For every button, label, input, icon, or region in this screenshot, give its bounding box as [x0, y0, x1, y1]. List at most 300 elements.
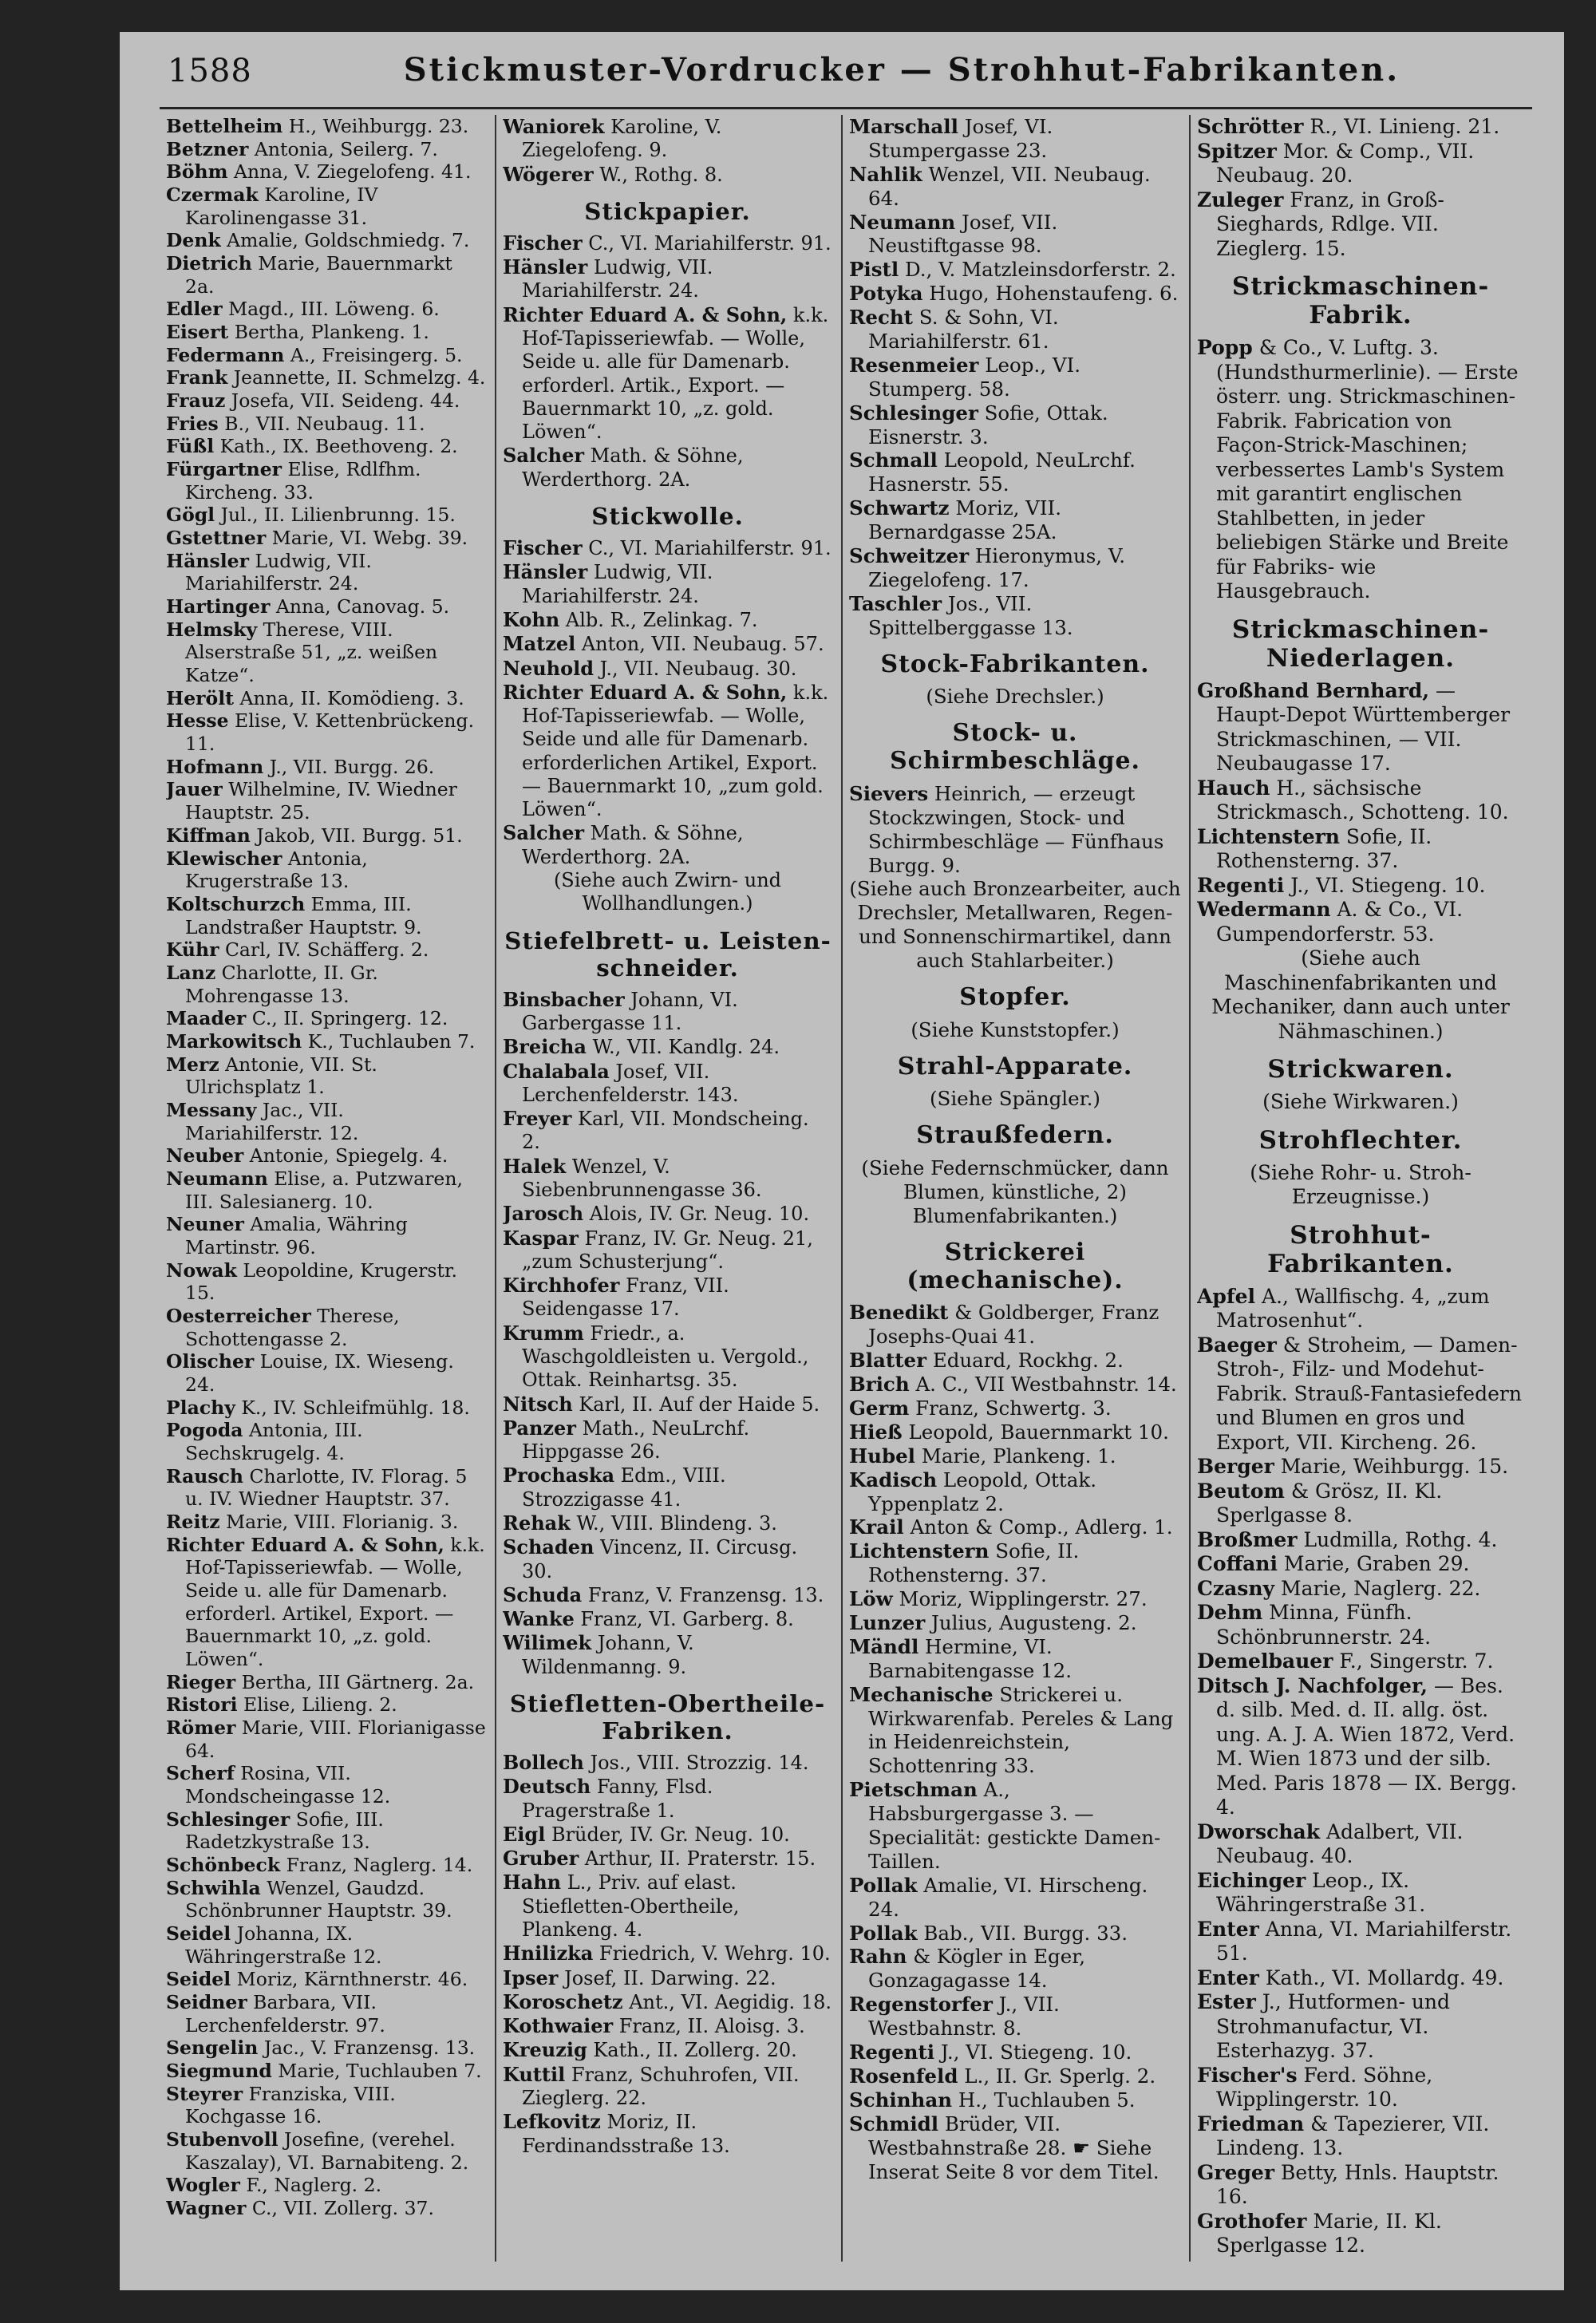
entry-name: Gruber: [503, 1847, 579, 1871]
entry-details: Moriz, Kärnthnerstr. 46.: [231, 1968, 468, 1991]
entry-details: W., Rothg. 8.: [593, 163, 723, 186]
entry-details: J., VII. Neubaug. 30.: [594, 657, 797, 680]
directory-entry: [166, 687, 487, 710]
entry-name: Nowak: [166, 1258, 237, 1282]
entry-details: Josef, VI. Stumpergasse 23.: [868, 115, 1053, 162]
directory-entry: [849, 2088, 1181, 2112]
entry-name: Fischer: [503, 536, 583, 560]
directory-entry: [849, 1349, 1181, 1373]
entry-name: Seidel: [166, 1968, 231, 1991]
cross-reference-note: (Siehe Federnschmücker, dann Blumen, künstliche, 2) Blumenfabrikanten.): [861, 1156, 1169, 1227]
entry-details: Jul., II. Lilienbrunng. 15.: [215, 504, 456, 527]
entry-details: J., VI. Stiegeng. 10.: [934, 2041, 1132, 2064]
section-heading: Stiefelbrett- u. Leistenschneider.: [504, 926, 831, 982]
entry-details: Marie, Bauernmarkt 2a.: [185, 252, 452, 298]
directory-entry: [503, 1322, 832, 1393]
entry-details: Therese, Schottengasse 2.: [185, 1304, 400, 1350]
entry-details: Marie, VIII. Florianig. 3.: [219, 1510, 459, 1533]
entry-details: Math. & Söhne, Werderthorg. 2A.: [522, 822, 744, 868]
directory-entry: [849, 163, 1181, 211]
entry-name: Fries: [166, 412, 219, 435]
entry-name: Czasny: [1197, 1576, 1275, 1600]
directory-entry: [166, 184, 487, 229]
entry-details: Charlotte, II. Gr. Mohrengasse 13.: [185, 961, 378, 1007]
directory-entry: [166, 160, 487, 184]
entry-name: Beutom: [1197, 1479, 1285, 1503]
directory-entry: [503, 444, 832, 492]
entry-details: Rosina, VII. Mondscheingasse 12.: [185, 1762, 391, 1808]
entry-name: Apfel: [1197, 1284, 1256, 1308]
entry-details: Carl, IV. Schäfferg. 2.: [219, 938, 429, 962]
directory-entry: [503, 2014, 832, 2038]
entry-details: Wenzel, Gaudzd. Schönbrunner Hauptstr. 39.: [185, 1876, 452, 1922]
directory-entry: [503, 632, 832, 656]
entry-name: Kaspar: [503, 1226, 579, 1250]
entry-name: Wanke: [503, 1607, 575, 1631]
entry-name: Scherf: [166, 1762, 235, 1785]
entry-details: C., II. Springerg. 12.: [246, 1007, 448, 1030]
directory-entry: [166, 824, 487, 847]
section-heading: Strickmaschinen-Niederlagen.: [1231, 614, 1490, 673]
directory-entry: [1197, 1869, 1524, 1918]
entry-name: Hahn: [503, 1871, 562, 1894]
entry-details: Magd., III. Löweng. 6.: [222, 298, 440, 321]
directory-entry: [1197, 1601, 1524, 1649]
entry-details: Bertha, III Gärtnerg. 2a.: [235, 1670, 475, 1693]
entry-name: Ipser: [503, 1965, 559, 1989]
directory-entry: [503, 988, 832, 1036]
entry-name: Wilimek: [503, 1631, 592, 1655]
entry-name: Richter Eduard A. & Sohn,: [503, 680, 788, 704]
directory-entry: [166, 1305, 487, 1350]
entry-details: & Tapezierer, VII. Lindeng. 13.: [1216, 2112, 1490, 2159]
entry-name: Olischer: [166, 1350, 255, 1373]
entry-details: Antonie, Spiegelg. 4.: [243, 1144, 448, 1167]
entry-name: Merz: [166, 1053, 219, 1076]
directory-entry: [1197, 140, 1524, 188]
directory-entry: [166, 2060, 487, 2083]
entry-details: Moriz, II. Ferdinandsstraße 13.: [522, 2111, 730, 2157]
entry-name: Schaden: [503, 1535, 595, 1559]
entry-details: Edm., VIII. Strozzigasse 41.: [522, 1464, 726, 1511]
entry-name: Krumm: [503, 1321, 584, 1345]
column-4: [1197, 115, 1524, 2262]
entry-name: Hofmann: [166, 755, 264, 778]
directory-entry: [1197, 2161, 1524, 2210]
entry-name: Dehm: [1197, 1601, 1263, 1624]
entry-details: Jos., VII. Spittelberggasse 13.: [868, 591, 1073, 639]
entry-name: Neumann: [849, 210, 956, 234]
cross-reference-note: (Siehe Wirkwaren.): [1262, 1090, 1459, 1113]
entry-details: Jakob, VII. Burgg. 51.: [250, 824, 463, 847]
entry-name: Krail: [849, 1515, 904, 1539]
entry-name: Pollak: [849, 1921, 918, 1945]
directory-entry: [1197, 1552, 1524, 1577]
entry-details: Hugo, Hohenstaufeng. 6.: [922, 282, 1179, 306]
cross-reference-note: (Siehe Spängler.): [930, 1087, 1100, 1111]
entry-details: Charlotte, IV. Florag. 5 u. IV. Wiedner Hauptstr. 37.: [185, 1464, 468, 1511]
entry-name: Recht: [849, 306, 913, 330]
directory-entry: [849, 1515, 1181, 1539]
directory-entry: [849, 354, 1181, 401]
directory-entry: [166, 138, 487, 161]
entry-details: Ludwig, VII. Mariahilferstr. 24.: [522, 256, 713, 302]
entry-name: Berger: [1197, 1455, 1274, 1478]
entry-details: Jac., VII. Mariahilferstr. 12.: [185, 1098, 359, 1144]
directory-entry: [166, 550, 487, 595]
entry-name: Kuttil: [503, 2062, 566, 2086]
entry-name: Helmsky: [166, 618, 258, 641]
entry-name: Bollech: [503, 1751, 584, 1775]
directory-entry: [503, 1227, 832, 1274]
directory-entry: [849, 496, 1181, 544]
entry-details: k.k. Hof-Tapisseriewfab. — Wolle, Seide u. alle für Damenarb. erforderl. Artikel, Export. — Bauernmarkt 10, „z. gold. Löwen“.: [185, 1533, 485, 1671]
entry-details: K., IV. Schleifmühlg. 18.: [235, 1396, 470, 1419]
entry-name: Maader: [166, 1007, 247, 1030]
entry-name: Demelbauer: [1197, 1649, 1333, 1673]
directory-entry: [1197, 1285, 1524, 1333]
directory-entry: [503, 1535, 832, 1583]
directory-entry: [503, 255, 832, 303]
directory-entry: [166, 1465, 487, 1511]
directory-entry: [849, 1683, 1181, 1779]
entry-name: Hänsler: [166, 549, 250, 572]
entry-details: Ferd. Söhne, Wipplingerstr. 10.: [1216, 2063, 1433, 2111]
directory-entry: [849, 115, 1181, 163]
entry-details: Antonie, VII. St. Ulrichsplatz 1.: [185, 1053, 377, 1099]
directory-entry: [503, 536, 832, 560]
directory-entry: [166, 527, 487, 550]
entry-details: Anton & Comp., Adlerg. 1.: [903, 1515, 1173, 1539]
directory-entry: [503, 115, 832, 163]
entry-name: Hauch: [1197, 776, 1270, 800]
entry-details: H., sächsische Strickmasch., Schotteng. 10.: [1216, 776, 1509, 824]
column-1: [166, 115, 487, 2262]
directory-entry: [166, 1167, 487, 1213]
entry-details: L., II. Gr. Sperlg. 2.: [958, 2064, 1156, 2088]
entry-name: Pietschman: [849, 1778, 978, 1802]
directory-page: [120, 32, 1564, 2290]
entry-name: Jauer: [166, 778, 223, 801]
entry-name: Eichinger: [1197, 1868, 1306, 1892]
entry-details: Ludwig, VII. Mariahilferstr. 24.: [522, 561, 713, 607]
directory-entry: [166, 1991, 487, 2037]
entry-details: H., Weihburgg. 23.: [282, 115, 469, 137]
entry-details: Elise, a. Putzwaren, III. Salesianerg. 10.: [185, 1167, 463, 1213]
entry-name: Böhm: [166, 160, 228, 184]
directory-entry: [503, 2110, 832, 2158]
entry-details: Marie, Tuchlauben 7.: [271, 2060, 482, 2083]
entry-details: C., VI. Mariahilferstr. 91.: [582, 537, 832, 560]
entry-details: Josefine, (verehel. Kaszalay), VI. Barnabiteng. 2.: [185, 2128, 469, 2174]
entry-name: Neuber: [166, 1144, 244, 1167]
directory-entry: [849, 401, 1181, 449]
entry-details: Brüder, IV. Gr. Neug. 10.: [545, 1823, 790, 1846]
entry-details: Jos., VIII. Strozzig. 14.: [583, 1752, 809, 1775]
entry-name: Sievers: [849, 781, 929, 805]
entry-name: Chalabala: [503, 1059, 610, 1083]
entry-details: Julius, Augusteng. 2.: [925, 1611, 1137, 1635]
directory-entry: [849, 1397, 1181, 1420]
directory-entry: [849, 1373, 1181, 1397]
entry-name: Hnilizka: [503, 1942, 594, 1965]
directory-entry: [503, 1607, 832, 1631]
entry-name: Bettelheim: [166, 115, 283, 137]
directory-entry: [1197, 1820, 1524, 1869]
column-divider: [841, 115, 843, 2262]
entry-details: Leopold, NeuLrchf. Hasnerstr. 55.: [868, 448, 1136, 496]
directory-entry: [849, 1587, 1181, 1611]
directory-entry: [166, 1350, 487, 1396]
header-rule: [160, 107, 1532, 109]
entry-name: Stubenvoll: [166, 2128, 279, 2151]
directory-entry: [166, 1007, 487, 1030]
directory-entry: [166, 778, 487, 824]
cross-reference-note: (Siehe auch Maschinenfabrikanten und Mechaniker, dann auch unter Nähmaschinen.): [1211, 946, 1510, 1043]
directory-entry: [1197, 115, 1524, 140]
cross-reference-note: (Siehe auch Zwirn- und Wollhandlungen.): [553, 869, 782, 915]
entry-details: Franz, VI. Garberg. 8.: [574, 1608, 794, 1631]
section-heading: Strahl-Apparate.: [897, 1052, 1133, 1081]
entry-name: Seidner: [166, 1991, 247, 2014]
directory-entry: [166, 298, 487, 321]
entry-details: Moriz, Wipplingerstr. 27.: [892, 1587, 1148, 1611]
directory-entry: [849, 592, 1181, 640]
section-heading: Strickerei (mechanische).: [907, 1238, 1124, 1294]
entry-details: A., Habsburgergasse 3. — Specialität: gestickte Damen-Taillen.: [868, 1778, 1161, 1873]
entry-name: Lichtenstern: [1197, 824, 1340, 848]
entry-name: Schönbeck: [166, 1854, 281, 1877]
directory-entry: [166, 2197, 487, 2220]
entry-name: Lunzer: [849, 1611, 926, 1635]
entry-name: Nahlik: [849, 162, 922, 186]
entry-name: Hartinger: [166, 595, 271, 618]
directory-entry: [1197, 2064, 1524, 2112]
entry-name: Richter Eduard A. & Sohn,: [503, 302, 788, 326]
entry-details: Marie, Graben 29.: [1277, 1552, 1470, 1575]
entry-details: Franz, V. Franzensg. 13.: [582, 1583, 824, 1606]
directory-entry: [166, 344, 487, 367]
entry-details: & Grösz, II. Kl. Sperlgasse 8.: [1216, 1479, 1443, 1527]
directory-entry: [166, 595, 487, 618]
directory-entry: [849, 1611, 1181, 1635]
directory-entry: [503, 608, 832, 632]
cross-reference-note: (Siehe Drechsler.): [926, 685, 1104, 709]
entry-details: Marie, VIII. Florianigasse 64.: [185, 1717, 486, 1762]
entry-name: Deutsch: [503, 1775, 591, 1799]
entry-name: Koroschetz: [503, 1989, 623, 2013]
entry-details: Marie, II. Kl. Sperlgasse 12.: [1216, 2209, 1442, 2257]
entry-details: Anton, VII. Neubaug. 57.: [575, 633, 824, 656]
entry-details: Josef, VII. Lerchenfelderstr. 143.: [522, 1060, 739, 1106]
directory-entry: [166, 1144, 487, 1167]
entry-details: Barbara, VII. Lerchenfelderstr. 97.: [185, 1991, 385, 2037]
directory-entry: [166, 1808, 487, 1854]
directory-entry: [849, 2041, 1181, 2064]
entry-details: Elise, Rdlfhm. Kircheng. 33.: [185, 458, 421, 504]
entry-details: Kath., VI. Mollardg. 49.: [1258, 1965, 1504, 1989]
entry-name: Prochaska: [503, 1464, 615, 1487]
directory-entry: [166, 1693, 487, 1717]
entry-name: Binsbacher: [503, 987, 625, 1011]
entry-name: Ditsch J. Nachfolger,: [1197, 1673, 1428, 1697]
entry-name: Hänsler: [503, 560, 588, 584]
directory-entry: [166, 435, 487, 458]
directory-entry: [503, 1990, 832, 2014]
entry-details: K., Tuchlauben 7.: [302, 1029, 476, 1053]
entry-name: Ristori: [166, 1693, 238, 1717]
entry-name: Lefkovitz: [503, 2110, 601, 2134]
entry-details: Kath., II. Zollerg. 20.: [587, 2039, 797, 2062]
entry-name: Römer: [166, 1717, 236, 1740]
directory-entry: [166, 389, 487, 413]
entry-name: Schinhan: [849, 2088, 953, 2112]
entry-details: H., Tuchlauben 5.: [952, 2088, 1136, 2112]
entry-name: Enter: [1197, 1917, 1259, 1941]
entry-name: Regenti: [849, 2041, 935, 2064]
entry-details: Leopold, Bauernmarkt 10.: [902, 1420, 1169, 1444]
entry-name: Frank: [166, 366, 228, 389]
entry-details: F., Singerstr. 7.: [1333, 1649, 1494, 1673]
entry-details: Ant., VI. Aegidig. 18.: [622, 1990, 832, 2013]
entry-details: Johanna, IX. Währingerstraße 12.: [185, 1922, 382, 1968]
entry-name: Großhand Bernhard,: [1197, 678, 1430, 702]
directory-entry: [166, 2083, 487, 2128]
directory-entry: [503, 1775, 832, 1823]
entry-details: Franz, Naglerg. 14.: [280, 1854, 473, 1877]
entry-name: Friedman: [1197, 2112, 1305, 2135]
directory-entry: [503, 1583, 832, 1607]
entry-name: Greger: [1197, 2160, 1274, 2184]
section-heading: Strohflechter.: [1258, 1125, 1463, 1155]
directory-entry: [166, 709, 487, 755]
entry-name: Grothofer: [1197, 2209, 1307, 2233]
entry-details: Amalie, VI. Hirscheng. 24.: [868, 1873, 1148, 1921]
directory-entry: [166, 893, 487, 938]
entry-name: Sengelin: [166, 2037, 259, 2060]
entry-details: Franz, IV. Gr. Neug. 21, „zum Schusterjung“.: [522, 1227, 813, 1273]
entry-details: Louise, IX. Wieseng. 24.: [185, 1350, 454, 1396]
directory-entry: [849, 2112, 1181, 2184]
cross-reference-note: (Siehe Rohr- u. Stroh-Erzeugnisse.): [1250, 1160, 1472, 1208]
entry-details: F., Naglerg. 2.: [239, 2174, 382, 2197]
section-heading: Stiefletten-Obertheile-Fabriken.: [509, 1689, 826, 1744]
entry-name: Oesterreicher: [166, 1304, 311, 1327]
entry-name: Brich: [849, 1373, 910, 1397]
directory-entry: [1197, 1333, 1524, 1456]
entry-name: Rausch: [166, 1464, 244, 1487]
entry-name: Broßmer: [1197, 1527, 1298, 1551]
entry-name: Edler: [166, 298, 223, 321]
entry-details: Adalbert, VII. Neubaug. 40.: [1216, 1819, 1464, 1867]
entry-name: Seidel: [166, 1922, 231, 1946]
entry-details: Josef, VII. Neustiftgasse 98.: [868, 210, 1058, 258]
entry-details: Bab., VII. Burgg. 33.: [917, 1921, 1128, 1945]
directory-entry: [503, 1631, 832, 1679]
directory-entry: [503, 303, 832, 444]
entry-name: Benedikt: [849, 1301, 949, 1325]
column-divider: [495, 115, 496, 2262]
directory-entry: [166, 1717, 487, 1762]
entry-name: Schlesinger: [166, 1807, 290, 1831]
entry-details: Alois, IV. Gr. Neug. 10.: [583, 1203, 810, 1226]
directory-entry: [166, 1213, 487, 1258]
entry-details: Marie, VI. Webg. 39.: [266, 527, 468, 550]
directory-entry: [849, 782, 1181, 878]
entry-name: Fischer's: [1197, 2063, 1298, 2087]
entry-details: Sofie, II. Rothensterng. 37.: [1216, 824, 1432, 872]
directory-entry: [1197, 2112, 1524, 2161]
entry-name: Hubel: [849, 1444, 915, 1468]
directory-entry: [503, 2038, 832, 2062]
entry-name: Siegmund: [166, 2060, 272, 2083]
directory-entry: [849, 544, 1181, 592]
entry-name: Hesse: [166, 709, 229, 733]
entry-details: Anna, V. Ziegelofeng. 41.: [227, 160, 472, 184]
entry-details: Elise, Lilieng. 2.: [237, 1693, 397, 1717]
entry-details: J., VI. Stiegeng. 10.: [1284, 873, 1486, 897]
directory-entry: [166, 504, 487, 527]
entry-name: Markowitsch: [166, 1029, 302, 1053]
entry-details: Mor. & Comp., VII. Neubaug. 20.: [1216, 139, 1475, 187]
directory-entry: [166, 1534, 487, 1671]
entry-name: Dietrich: [166, 252, 252, 275]
directory-entry: [166, 1854, 487, 1877]
entry-details: Sofie, III. Radetzkystraße 13.: [185, 1807, 384, 1854]
entry-name: Pistl: [849, 258, 899, 282]
entry-name: Denk: [166, 229, 221, 252]
entry-details: Jeannette, II. Schmelzg. 4.: [227, 366, 486, 389]
entry-name: Gögl: [166, 504, 215, 527]
entry-name: Wagner: [166, 2197, 247, 2220]
entry-details: Ludwig, VII. Mariahilferstr. 24.: [185, 549, 372, 595]
directory-entry: [166, 847, 487, 893]
entry-name: Eigl: [503, 1822, 546, 1846]
entry-name: Betzner: [166, 137, 249, 160]
entry-details: Brüder, VII. Westbahnstraße 28. ☛ Siehe Inserat Seite 8 vor dem Titel.: [868, 2112, 1159, 2183]
entry-name: Germ: [849, 1397, 910, 1420]
entry-details: W., VII. Kandlg. 24.: [586, 1036, 780, 1059]
entry-name: Pogoda: [166, 1419, 243, 1442]
directory-entry: [166, 413, 487, 436]
entry-name: Marschall: [849, 115, 958, 138]
directory-entry: [166, 458, 487, 504]
entry-details: Wilhelmine, IV. Wiedner Hauptstr. 25.: [185, 778, 457, 824]
directory-entry: [166, 1397, 487, 1420]
section-heading: Strohhut-Fabrikanten.: [1267, 1220, 1454, 1278]
directory-entry: [503, 821, 832, 869]
directory-entry: [503, 2063, 832, 2111]
directory-entry: [503, 163, 832, 187]
entry-details: Fanny, Flsd. Pragerstraße 1.: [522, 1776, 713, 1822]
entry-name: Kohn: [503, 607, 560, 631]
entry-name: Spitzer: [1197, 139, 1277, 163]
entry-name: Hieß: [849, 1420, 903, 1444]
entry-name: Regenti: [1197, 873, 1285, 897]
entry-details: Karoline, V. Ziegelofeng. 9.: [522, 116, 722, 162]
entry-details: Franz, in Groß-Sieghards, Rdlge. VII. Zieglerg. 15.: [1216, 188, 1444, 260]
entry-name: Herölt: [166, 686, 234, 709]
page-number: 1588: [168, 53, 252, 89]
cross-reference-note: (Siehe auch Bronzearbeiter, auch Drechsler, Metallwaren, Regen- und Sonnenschirmartikel, dann auch Stahlarbeiter.): [849, 877, 1181, 973]
entry-name: Nitsch: [503, 1392, 573, 1416]
column-3: [849, 115, 1181, 2262]
entry-details: B., VII. Neubaug. 11.: [218, 412, 425, 435]
directory-entry: [503, 1202, 832, 1226]
directory-entry: [849, 1993, 1181, 2041]
directory-entry: [849, 1778, 1181, 1874]
entry-name: Wogler: [166, 2174, 240, 2197]
